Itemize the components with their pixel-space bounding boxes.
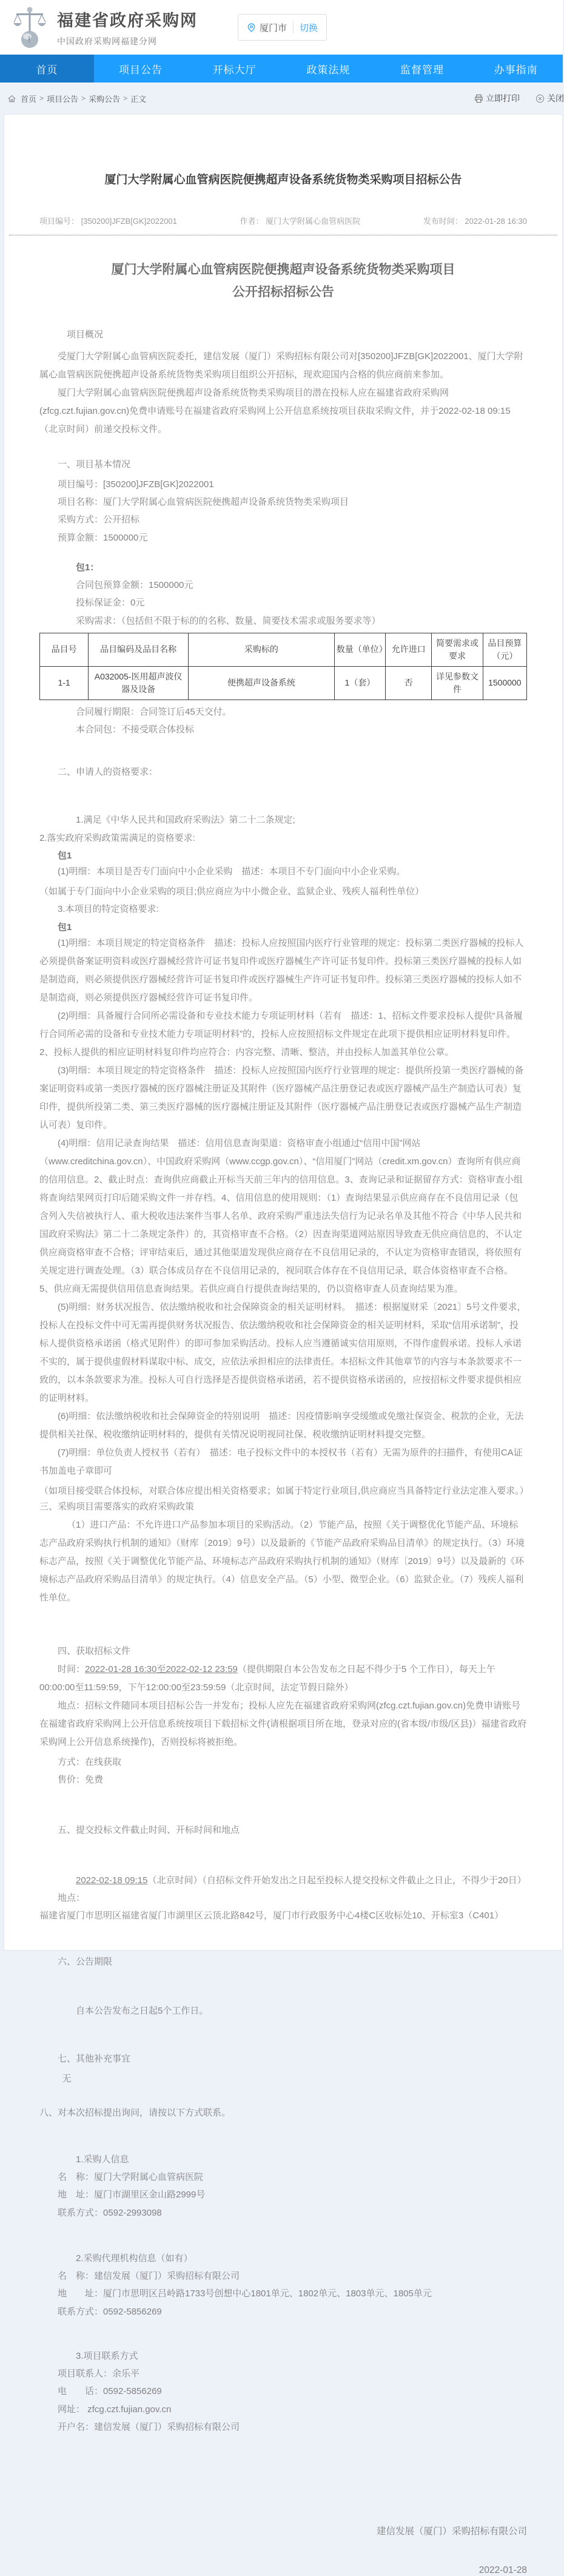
location-pin-icon [247, 23, 256, 32]
doc-line: 项目编号：[350200]JFZB[GK]2022001 [58, 479, 214, 490]
doc-line: 1.满足《中华人民共和国政府采购法》第二十二条规定; [76, 815, 295, 826]
doc-line: 合同履行期限：合同签订后45天交付。 [76, 706, 232, 717]
doc-line: 售价：免费 [58, 1775, 104, 1785]
time-detail: （提供期限自本公告发布之日起不得少于5 个工作日），每天上午00:00:00至11:59:59，下午12:00:00至23:59:59（北京时间，法定节假日除外） [39, 1664, 495, 1693]
table-cell: 1500000 [483, 666, 526, 700]
breadcrumb-procurement-notices[interactable]: 采购公告 [89, 94, 121, 104]
print-button-label: 立即打印 [486, 93, 520, 103]
section-6-heading: 六、公告期限 [58, 1957, 113, 1967]
project-contact-phone: 电 话：0592-5856269 [58, 2386, 162, 2397]
article-meta [4, 215, 562, 226]
doc-paragraph: (3)明细：本项目规定的特定资格条件 描述：投标人应按照国内医疗行业管理的规定：提供所投第一类医疗器械的备案证明资料或第一类医疗器械的医疗器械注册证及其附件（医疗器械产品注册登记表或医疗器械产品生产制造认可表）复印件，提供所投第二类、第三类医疗器械的医疗器械注册证及其附件（医疗器械产品注册登记表或医疗器械产品生产制造认可表）复印件。 [39, 1065, 524, 1130]
region-switch-link[interactable]: 切换 [300, 22, 318, 33]
document-title-line2: 公开招标招标公告 [232, 284, 334, 299]
doc-line [39, 1873, 527, 1887]
doc-paragraph: （1）进口产品：不允许进口产品参加本项目的采购活动。（2）节能产品，按照《关于调整优化节能产品、环境标志产品政府采购执行机制的通知》（财库〔2019〕9号）以及最新的《节能产品政府采购品目清单》的规定执行。（3）环境标志产品，按照《关于调整优化节能产品、环境标志产品政府采购执行机制的通知》（财库〔2019〕9号）以及最新的《环境标志产品政府采购品目清单》的规定执行。（4）信息安全产品。（5）小型、微型企业。（6）监狱企业。（7）残疾人福利性单位。 [39, 1520, 525, 1603]
table-header-row [40, 633, 527, 666]
section-1-heading: 一、项目基本情况 [58, 459, 131, 470]
nav-item-project-notices[interactable]: 项目公告 [119, 64, 163, 76]
file-obtain-period: 2022-01-28 16:30至2022-02-12 23:59 [85, 1664, 238, 1674]
nav-item-bid-opening-hall[interactable]: 开标大厅 [212, 64, 257, 76]
doc-line: 采购需求：（包括但不限于标的的名称、数量、简要技术需求或服务要求等） [76, 615, 381, 626]
article-card [4, 114, 563, 2575]
doc-paragraph [39, 1661, 527, 1697]
doc-paragraph: (6)明细：依法缴纳税收和社会保障资金的特别说明 描述：因疫情影响享受缓缴或免缴社保资金、税款的企业，无法提供相关社保、税收缴纳证明材料的，提供有关情况说明视同社保、税收缴纳证明材料提交完整。 [39, 1411, 524, 1440]
doc-paragraph: (5)明细：财务状况报告、依法缴纳税收和社会保障资金的相关证明材料。 描述：根据厦财采〔2021〕5号文件要求，投标人在投标文件中可无需再提供财务状况报告、依法缴纳税收和社会保障资金的相关证明材料，采取“信用承诺制”，投标人提供资格承诺函（格式见附件）的即可参加采购活动。投标人应当遵循诚实信用原则，不得作虚假承诺。投标人承诺不实的，属于提供虚假材料谋取中标、成交，应依法承担相应的法律责任。本招标文件其他章节的内容与本条款要求不一致的，以本条款要求为准。投标人可自行选择是否提供资格承诺函，若不提供资格承诺函的，应按招标文件要求提供相应的证明材料。 [39, 1301, 526, 1403]
doc-paragraph: (4)明细：信用记录查询结果 描述：信用信息查询渠道：资格审查小组通过“信用中国”网站（www.creditchina.gov.cn）、中国政府采购网（www.ccgp.gov.cn）、“信用厦门”网站（credit.xm.gov.cn）查询所有供应商的信用信息。2、截止时点：查询供应商截止开标当天前三年内的信用信息。3、查询记录和证据留存方式：资格审查小组将查询结果网页打印后随采购文件一并存档。4、信用信息的使用规则：（1）查询结果显示供应商存在不良信用记录（包含列入失信被执行人、重大税收违法案件当事人名单、政府采购严重违法失信行为记录名单及其他不符合《中华人民共和国政府采购法》第二十二条规定条件）的，其资格审查不合格。（2）因查询渠道网站原因导致查无供应商信息的，不认定供应商资格审查不合格；评审结束后，通过其他渠道发现供应商存在不良信用记录的，不认定为资格审查错误，将依照有关规定进行调查处理。（3）联合体成员存在不良信用记录的，视同联合体存在不良信用记录，联合体资格审查不合格。5、供应商无需提供信用信息查询结果。若供应商自行提供查询结果的，仍以资格审查人员查询结果为准。 [39, 1138, 523, 1294]
doc-line: 福建省厦门市思明区福建省厦门市湖里区云顶北路842号，厦门市行政服务中心4楼C区收标处10、开标室3（C401） [39, 1910, 504, 1921]
document-title [39, 258, 527, 303]
doc-line: 地点： [58, 1892, 86, 1903]
doc-line: 自本公告发布之日起5个工作日。 [76, 2006, 209, 2017]
doc-paragraph: 地点：招标文件随同本项目招标公告一并发布；投标人应先在福建省政府采购网(zfcg.czt.fujian.gov.cn)免费申请账号在福建省政府采购网上公开信息系统按项目下载招标文件(请根据项目所在地，登录对应的(省本级/市级/区县)）福建省政府采购网上公开信息系统操作)，否则投标将被拒绝。 [39, 1701, 527, 1747]
close-button[interactable] [535, 92, 564, 104]
doc-line: 2.落实政府采购政策需满足的资格要求: [39, 832, 195, 843]
section-5-heading: 五、提交投标文件截止时间、开标时间和地点 [58, 1824, 240, 1835]
print-button[interactable] [474, 92, 520, 104]
site-subtitle: 中国政府采购网福建分网 [57, 36, 157, 46]
meta-author: 作者： 厦门大学附属心血管病医院 [240, 217, 361, 226]
doc-paragraph: (1)明细：本项目规定的特定资格条件 描述：投标人应按照国内医疗行业管理的规定：投标第二类医疗器械的投标人必须提供备案证明资料或医疗器械经营许可证书复印件或医疗器械生产许可证书复印件。投标第三类医疗器械的投标人如是制造商，则必须提供医疗器械经营许可证书复印件或医疗器械生产许可证书复印件。投标第三类医疗器械的投标人如不是制造商，则必须提供医疗器械经营许可证书复印件。 [39, 937, 524, 1003]
doc-paragraph: 厦门大学附属心血管病医院便携超声设备系统货物类采购项目的潜在投标人应在福建省政府采购网(zfcg.czt.fujian.gov.cn)免费申请账号在福建省政府采购网上公开信息系统按项目获取采购文件，并于2022-02-18 09:15（北京时间）前递交投标文件。 [39, 387, 511, 434]
document-body [4, 258, 562, 2576]
breadcrumb-separator: > [123, 94, 128, 103]
table-header: 品目编码及品目名称 [89, 633, 189, 666]
section-3-heading: 三、采购项目需要落实的政府采购政策 [39, 1502, 195, 1512]
nav-item-home[interactable]: 首页 [0, 55, 94, 83]
doc-line: 项目名称：厦门大学附属心血管病医院便携超声设备系统货物类采购项目 [58, 497, 349, 507]
agent-address: 地 址：厦门市思明区吕岭路1733号创想中心1801单元、1802单元、1803单元、1805单元 [58, 2288, 432, 2299]
breadcrumb-current: 正文 [130, 94, 147, 104]
page-title: 厦门大学附属心血管病医院便携超声设备系统货物类采购项目招标公告 [104, 174, 462, 186]
package-label: 包1 [58, 922, 72, 932]
section-7-heading: 七、其他补充事宜 [58, 2053, 131, 2064]
doc-line: 本合同包：不接受联合体投标 [76, 724, 195, 735]
region-city-label: 厦门市 [260, 22, 287, 33]
site-logo-emblem-icon [11, 5, 49, 50]
breadcrumb-separator: > [39, 94, 44, 103]
overview-heading: 项目概况 [67, 329, 104, 340]
project-contact-title: 3.项目联系方式 [76, 2350, 138, 2361]
doc-line: 无 [62, 2073, 72, 2084]
doc-line: 合同包预算金额：1500000元 [76, 580, 193, 590]
region-city [247, 21, 287, 34]
bid-deadline-detail: （北京时间）（自招标文件开始发出之日起至投标人提交投标文件截止之日止，不得少于20日） [147, 1875, 526, 1886]
signature-date: 2022-01-28 [478, 2565, 527, 2575]
main-nav [0, 55, 563, 83]
close-circle-icon [535, 94, 545, 103]
buyer-address: 地 址：厦门市湖里区金山路2999号 [58, 2190, 206, 2200]
breadcrumb [0, 83, 563, 114]
table-cell: 便携超声设备系统 [188, 666, 334, 700]
agent-name: 名 称：建信发展（厦门）采购招标有限公司 [58, 2271, 240, 2281]
table-cell: 1（套） [334, 666, 385, 700]
table-header: 品目号 [40, 633, 89, 666]
meta-publish-time: 发布时间： 2022-01-28 16:30 [423, 217, 527, 226]
region-selector[interactable] [238, 14, 327, 41]
home-icon [7, 94, 16, 103]
site-header [0, 0, 563, 55]
section-8-heading: 八、对本次招标提出询问，请按以下方式联系。 [39, 2107, 231, 2118]
doc-line: 3.本项目的特定资格要求: [58, 904, 159, 915]
doc-line: 投标保证金：0元 [76, 598, 145, 609]
doc-paragraph: (7)明细：单位负责人授权书（若有） 描述：电子投标文件中的本授权书（若有）无需为原件的扫描件，有使用CA证书加盖电子章即可 [39, 1447, 523, 1476]
breadcrumb-separator: > [81, 94, 86, 103]
meta-project-no: 项目编号： [350200]JFZB[GK]2022001 [39, 217, 177, 226]
nav-item-guide[interactable]: 办事指南 [494, 64, 538, 76]
document-title-line1: 厦门大学附属心血管病医院便携超声设备系统货物类采购项目 [111, 262, 455, 277]
section-2-heading: 二、申请人的资格要求： [58, 767, 158, 778]
bid-deadline: 2022-02-18 09:15 [76, 1875, 148, 1886]
region-divider [293, 21, 294, 33]
doc-note: （如项目接受联合体投标，对联合体应提出相关资格要求；如属于特定行业项目,供应商应当具备特定行业法定准入要求。） [39, 1485, 529, 1496]
signature-company: 建信发展（厦门）采购招标有限公司 [376, 2526, 527, 2537]
doc-note: （如属于专门面向中小企业采购的项目;供应商应为中小微企业、监狱企业、残疾人福利性单位） [39, 886, 425, 897]
nav-item-policies[interactable]: 政策法规 [306, 64, 351, 76]
doc-line: 方式：在线获取 [58, 1757, 122, 1767]
project-contact-website: 网址： zfcg.czt.fujian.gov.cn [58, 2404, 172, 2415]
close-button-label: 关闭 [547, 93, 564, 103]
breadcrumb-project-notices[interactable]: 项目公告 [47, 94, 79, 104]
project-contact-account: 开户名：建信发展（厦门）采购招标有限公司 [58, 2421, 240, 2432]
table-header: 数量（单位） [334, 633, 385, 666]
table-cell: 1-1 [40, 666, 89, 700]
doc-paragraph: 受厦门大学附属心血管病医院委托，建信发展（厦门）采购招标有限公司对[350200]JFZB[GK]2022001、厦门大学附属心血管病医院便携超声设备系统货物类采购项目组织公开招标，现欢迎国内合格的供应商前来参加。 [39, 351, 523, 380]
doc-line: 采购方式：公开招标 [58, 514, 140, 525]
table-cell: 详见参数文件 [432, 666, 483, 700]
buyer-info-title: 1.采购人信息 [76, 2154, 129, 2165]
doc-paragraph: (2)明细：具备履行合同所必需设备和专业技术能力专项证明材料（若有 描述：1、招标文件要求投标人提供“具备履行合同所必需的设备和专业技术能力专项证明材料”的，投标人应按照招标文件规定在此项下提供相应证明材料复印件。2、投标人提供的相应证明材料复印件均应符合：内容完整、清晰、整洁，并由投标人加盖其单位公章。 [39, 1010, 523, 1057]
table-cell: A032005-医用超声波仪器及设备 [89, 666, 189, 700]
table-header: 采购标的 [188, 633, 334, 666]
section-4-heading: 四、获取招标文件 [58, 1646, 131, 1656]
procurement-items-table [39, 633, 527, 700]
package-label: 包1 [58, 850, 72, 861]
agent-info-title: 2.采购代理机构信息（如有） [76, 2253, 193, 2264]
time-label: 时间： [58, 1664, 86, 1674]
project-contact-person: 项目联系人：余乐平 [58, 2369, 140, 2379]
doc-paragraph: (1)明细：本项目是否专门面向中小企业采购 描述：本项目不专门面向中小企业采购。 [58, 866, 406, 877]
table-header: 允许进口 [386, 633, 432, 666]
nav-item-supervision[interactable]: 监督管理 [400, 64, 445, 76]
buyer-name: 名 称：厦门大学附属心血管病医院 [58, 2172, 204, 2182]
agent-phone: 联系方式：0592-5856269 [58, 2306, 162, 2317]
doc-line: 预算金额：1500000元 [58, 532, 148, 543]
site-title: 福建省政府采购网 [57, 12, 198, 30]
table-header: 品目预算（元） [483, 633, 526, 666]
package-label: 包1： [76, 562, 99, 573]
breadcrumb-home[interactable]: 首页 [21, 94, 37, 104]
table-header: 简要需求或要求 [432, 633, 483, 666]
printer-icon [474, 94, 483, 103]
buyer-phone: 联系方式：0592-2993098 [58, 2207, 162, 2218]
table-row [40, 666, 527, 700]
table-cell: 否 [386, 666, 432, 700]
